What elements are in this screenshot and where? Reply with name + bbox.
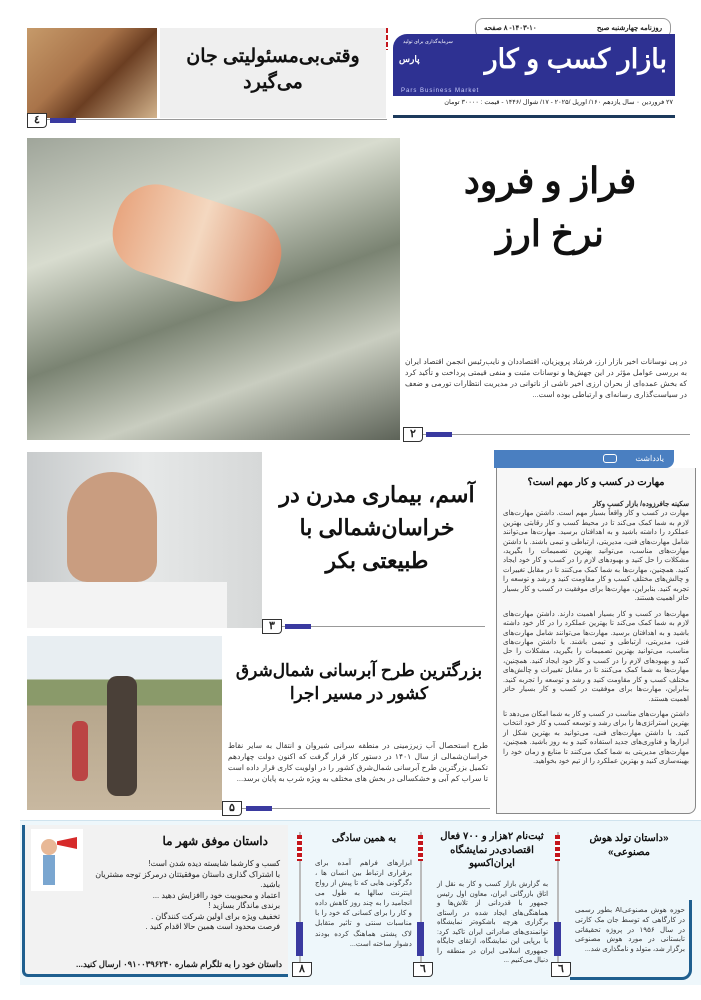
ad-line: با اشتراک گذاری داستان موفقیتتان درمرکز توجه مشتریان باشید. (95, 869, 280, 890)
newspaper-logo: بازار کسب و کار (484, 44, 667, 74)
page-badge[interactable]: ٤ (27, 113, 47, 128)
ad-lines (84, 859, 280, 933)
megaphone-boy-icon (31, 829, 83, 891)
main-headline-1[interactable]: فراز و فرود (463, 160, 637, 201)
col3-headline[interactable]: «داستان تولد هوش مصنوعی» (589, 833, 669, 858)
brand-mini-logo (426, 432, 452, 437)
water-photo[interactable] (27, 636, 222, 810)
page-badge[interactable]: ۲ (403, 427, 423, 442)
top-story-headline[interactable]: وقتی‌بی‌مسئولیتی جان می‌گیرد (186, 46, 360, 93)
dateline: ۲۷ فروردین ۰ سال یازدهم ۱۶۰/ اوریل /۲۰۲۵ - ۱۷/ شوال /۱۴۴۶ - قیمت : ۳۰۰۰۰ تومان (444, 99, 673, 106)
boy-head (41, 839, 57, 855)
notebook-icon (603, 454, 617, 463)
tagline: سرمایه‌گذاری برای تولید (403, 39, 453, 45)
col3-body: حوزه هوش مصنوعیAI بطور رسمی در کارگاهی که توسط جان مک کارتی در سال ۱۹۵۶ در پروژه تحقیقاتی تابستانی در مورد هوش مصنوعی برگزار شد، متولد و نامگذاری شد... (575, 907, 685, 954)
brand-vertical-logo (554, 922, 561, 956)
asthma-headline[interactable]: آسم، بیماری مدرن در خراسان‌شمالی با طبیعتی بکر (279, 482, 475, 573)
main-headline-2[interactable]: نرخ ارز (496, 212, 604, 254)
brand-mini-logo (285, 624, 311, 629)
boy-body (43, 855, 55, 885)
brand-vertical-logo (296, 922, 303, 956)
man-shirt (27, 582, 227, 628)
opinion-paragraph: داشتن مهارت‌های مناسب در کسب و کار به شما امکان می‌دهد تا بهترین استراتژی‌ها را برای رشد و توسعه کسب و کار خود انتخاب کنید. با داشتن مهارت‌های فنی، می‌توانید به بهترین شکل از ابزارها و فناوری‌های جدید استفاده کنید و به روز باشید. همچنین، مهارت‌های مدیریتی به شما کمک می‌کنند تا منابع و زمان خود را بهینه‌سازی کنید و بهترین عملکرد را از تیم خود بخواهید. (503, 711, 689, 766)
opinion-paragraph: مهارت‌ها در کسب و کار بسیار اهمیت دارند. داشتن مهارت‌های لازم به شما کمک می‌کند تا بهترین عملکرد را در کار خود داشته باشید و به اهدافتان برسید. مهارت‌ها می‌توانند شامل مهارت‌های فنی، مدیریتی، ارتباطی و تیمی باشند. با داشتن مهارت‌های مناسب، می‌توانید بهترین تصمیمات را بگیرید، مشکلات را حل کنید و بهبودهای لازم را در کسب و کار خود ایجاد کنید. همچنین، مهارت‌ها به شما کمک می‌کنند تا در مقابل تغییرات و چالش‌های مختلف کسب و کار مقاومت کنید و رشد و توسعه را تجربه کنید. بنابراین، مهارت‌ها برای موفقیت در کسب و کار بسیار حائز اهمیت هستند. (503, 610, 689, 703)
ad-line: برندی ماندگار بسازید ! (208, 901, 280, 911)
asthma-photo[interactable] (27, 452, 262, 628)
red-marks (418, 835, 423, 861)
masthead-rule (393, 115, 675, 118)
col1-body: ابزارهای فراهم آمده برای برقراری ارتباط بین انسان ها ، دگرگونی هایی که تا پیش از رواج اینترنت سالها به طول می انجامید را به چند روز کاهش داده و کار را برای کسانی که خود را با مناسبات سنتی و تاثیر متقابل لاک پشتی هماهنگ کرده بودند دشوار ساخته است... (315, 858, 412, 948)
top-story-box[interactable] (160, 28, 386, 118)
page-badge[interactable]: ۵ (222, 801, 242, 816)
page-badge[interactable]: ٦ (551, 962, 571, 977)
opinion-tab-label: یادداشت (635, 454, 664, 463)
col1-headline[interactable]: به همین سادگی (331, 833, 397, 844)
megaphone (57, 837, 77, 849)
logo-english: Pars Business Market (401, 88, 480, 94)
opinion-paragraph: مهارت در کسب و کار واقعاً بسیار مهم است. داشتن مهارت‌های لازم به شما کمک می‌کند تا در محیط کسب و کار رقابتی بهترین عملکرد را داشته باشید و به اهدافتان برسید. مهارت‌ها می‌توانند شامل مهارت‌های فنی، مدیریتی، ارتباطی و تیمی باشند. با داشتن مهارت‌های مناسب، می‌توانید بهترین تصمیمات را بگیرید، مشکلات را حل کنید و بهبودهای لازم را در کسب و کار خود ایجاد کنید. همچنین، مهارت‌ها به شما کمک می‌کنند تا در مقابل تغییرات و چالش‌های مختلف کسب و کار مقاومت کنید و رشد و توسعه را تجربه کنید. بنابراین، مهارت‌ها برای موفقیت در کسب و کار بسیار حائز اهمیت هستند. (503, 510, 689, 603)
man-carrying-water (107, 676, 137, 796)
issue-date: ۱۴۰۳-۱۰- ۸ صفحه (484, 25, 537, 32)
ad-line: اعتماد و محبوبیت خود راافزایش دهید ... (152, 890, 280, 900)
euro-roll (102, 174, 291, 312)
ad-headline: داستان موفق شهر ما (162, 834, 268, 848)
page-badge[interactable]: ۸ (292, 962, 312, 977)
opinion-tab[interactable] (494, 450, 674, 468)
logo-suffix: پارس (399, 54, 420, 64)
ad-line: کسب و کارشما شایسته دیده شدن است! (148, 859, 280, 868)
water-headline[interactable]: بزرگترین طرح آبرسانی شمال‌شرق کشور در مسیر اجرا (235, 661, 483, 703)
edition-label: روزنامه چهارشنبه صبح (596, 25, 662, 32)
brand-vertical-logo (417, 922, 424, 956)
main-story-body: در پی نوسانات اخیر بازار ارز، فرشاد پرویزیان، اقتصاددان و نایب‌رئیس انجمن اقتصاد ایران به بررسی عوامل مؤثر در این جهش‌ها و نوسانات مثبت و منفی قیمتی پرداخت و تأکید کرد که بخش عمده‌ای از بحران ارزی اخیر ناشی از ناتوانی در مدیریت انتظارات تورمی و ضعف در سیاست‌گذاری رسانه‌ای و ارتباطی بوده است... (405, 357, 687, 399)
col2-body: به گزارش بازار کسب و کار به نقل از اتاق بازرگانی ایران، معاون اول رئیس جمهور با قدردانی از تلاش‌ها و هماهنگی‌های ایجاد شده در راستای برگزاری هرچه باشکوه‌تر نمایشگاه توانمندی‌های صادراتی ایران تاکید کرد: با برپایی این نمایشگاه، ارتقای جایگاه جمهوری اسلامی ایران در منطقه را دنبال می‌کنیم ... (437, 881, 548, 965)
currency-photo[interactable] (27, 138, 400, 440)
masthead-banner (393, 34, 675, 96)
man-figure (67, 472, 157, 582)
opinion-headline[interactable]: مهارت در کسب و کار مهم است؟ (527, 477, 665, 488)
red-marks (555, 835, 560, 861)
divider (27, 119, 387, 120)
opinion-box (496, 468, 696, 814)
water-story-body: طرح استحصال آب زیرزمینی در منطقه سرانی شیروان و انتقال به سایر نقاط خراسان‌شمالی از سال ۱۴۰۱ در دستور کار قرار گرفت که اکنون دولت چهاردهم تکمیل بزرگترین طرح آبرسانی شمال‌شرق کشور را در اولویت کاری قرار داده است تا سراب کم آبی و خشکسالی در بخش های مختلف به ویژه شرب به پایان برسد... (228, 741, 488, 783)
child (72, 721, 88, 781)
red-marks (297, 835, 302, 861)
page-badge[interactable]: ۳ (262, 619, 282, 634)
masthead (393, 18, 675, 122)
page-badge[interactable]: ٦ (413, 962, 433, 977)
brand-mini-logo (246, 806, 272, 811)
ad-box[interactable] (22, 825, 288, 977)
opinion-column (494, 450, 701, 814)
opinion-byline: سکینه جافرزوده/ بازار کسب وکار (592, 500, 689, 508)
ad-line: تخفیف ویژه برای اولین شرکت کنندگان . (151, 911, 280, 921)
brand-mini-logo (50, 118, 76, 123)
ruins-photo[interactable] (27, 28, 157, 118)
main-headline[interactable] (415, 158, 685, 258)
ad-line: فرصت محدود است همین حالا اقدام کنید . (145, 922, 280, 932)
ad-call-to-action[interactable]: داستان خود را به تلگرام شماره ۰۹۱۰۰۳۹۶۲۴۰ ارسال کنید... (76, 959, 282, 970)
col2-headline[interactable]: ثبت‌نام ۲هزار و ۷۰۰ فعال اقتصادی‌در نمایشگاه ایران‌اکسپو (440, 831, 544, 869)
